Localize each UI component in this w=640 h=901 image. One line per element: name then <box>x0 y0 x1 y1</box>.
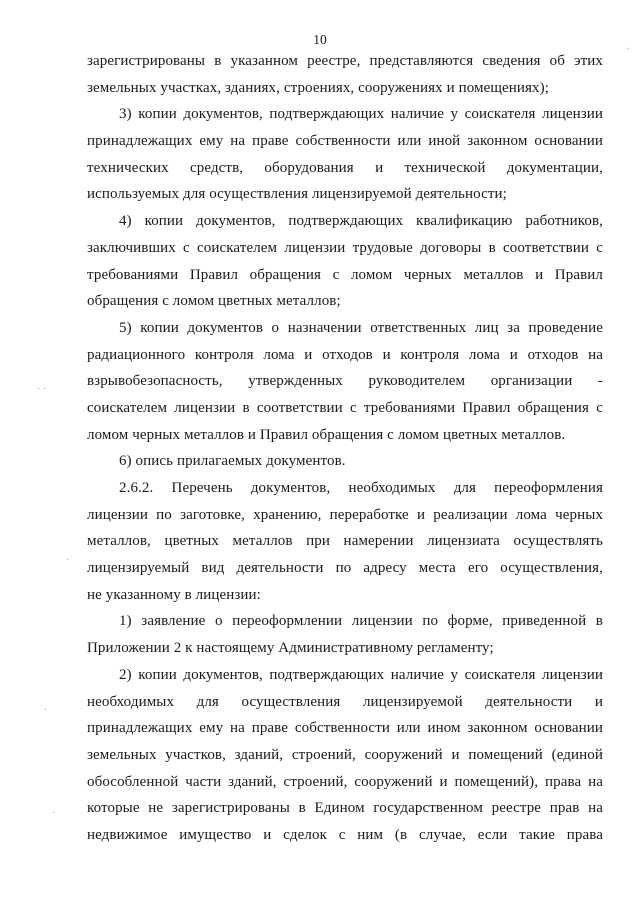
text-line: металлов, цветных металлов при намерении лицензиата осуществлять <box>87 533 603 550</box>
text-line: технических средств, оборудования и технической документации, <box>87 159 603 176</box>
body-text <box>87 48 603 849</box>
text-line: принадлежащих ему на праве собственности или ином законном основании <box>87 720 603 737</box>
scan-artifact: · <box>66 555 70 566</box>
text-line: требованиями Правил обращения с ломом черных металлов и Правил <box>87 266 603 283</box>
text-line: земельных участках, зданиях, строениях, сооружениях и помещениях); <box>87 79 550 96</box>
scan-artifact: · <box>44 705 48 716</box>
text-line: которые не зарегистрированы в Едином государственном реестре прав на <box>87 800 603 817</box>
text-line: 4) копии документов, подтверждающих квалификацию работников, <box>119 213 603 230</box>
scan-artifact: · <box>626 44 630 55</box>
text-line: 1) заявление о переоформлении лицензии по форме, приведенной в <box>119 613 603 630</box>
text-line: обращения с ломом цветных металлов; <box>87 293 341 310</box>
text-line: не указанному в лицензии: <box>87 586 261 603</box>
text-line: необходимых для осуществления лицензируемой деятельности и <box>87 693 603 710</box>
text-line: лицензии по заготовке, хранению, переработке и реализации лома черных <box>87 506 603 523</box>
scan-artifact: · · <box>37 384 47 395</box>
text-line: соискателем лицензии в соответствии с требованиями Правил обращения с <box>87 399 603 416</box>
text-line: ломом черных металлов и Правил обращения с ломом цветных металлов. <box>87 426 566 443</box>
text-line: земельных участков, зданий, строений, сооружений и помещений (единой <box>87 746 603 763</box>
text-line: Приложении 2 к настоящему Административному регламенту; <box>87 640 494 657</box>
text-line: взрывобезопасность, утвержденных руководителем организации - <box>87 373 603 390</box>
text-line: 6) опись прилагаемых документов. <box>119 453 346 470</box>
text-line: 2) копии документов, подтверждающих наличие у соискателя лицензии <box>119 666 603 683</box>
text-line: радиационного контроля лома и отходов и контроля лома и отходов на <box>87 346 603 363</box>
text-line: 5) копии документов о назначении ответственных лиц за проведение <box>119 319 603 336</box>
text-line: используемых для осуществления лицензируемой деятельности; <box>87 186 507 203</box>
text-line: 2.6.2. Перечень документов, необходимых для переоформления <box>119 480 603 496</box>
scan-artifact: · <box>52 808 56 819</box>
text-line: 3) копии документов, подтверждающих наличие у соискателя лицензии <box>119 106 603 123</box>
text-line: обособленной части зданий, строений, сооружений и помещений), права на <box>87 773 603 790</box>
text-line: лицензируемый вид деятельности по адресу места его осуществления, <box>87 560 603 577</box>
text-line: зарегистрированы в указанном реестре, представляются сведения об этих <box>87 53 603 69</box>
page-number: 10 <box>313 32 327 47</box>
text-line: недвижимое имущество и сделок с ним (в случае, если такие права <box>87 826 603 843</box>
text-line: принадлежащих ему на праве собственности или иной законном основании <box>87 133 603 150</box>
text-line: заключивших с соискателем лицензии трудовые договоры в соответствии с <box>87 239 603 256</box>
